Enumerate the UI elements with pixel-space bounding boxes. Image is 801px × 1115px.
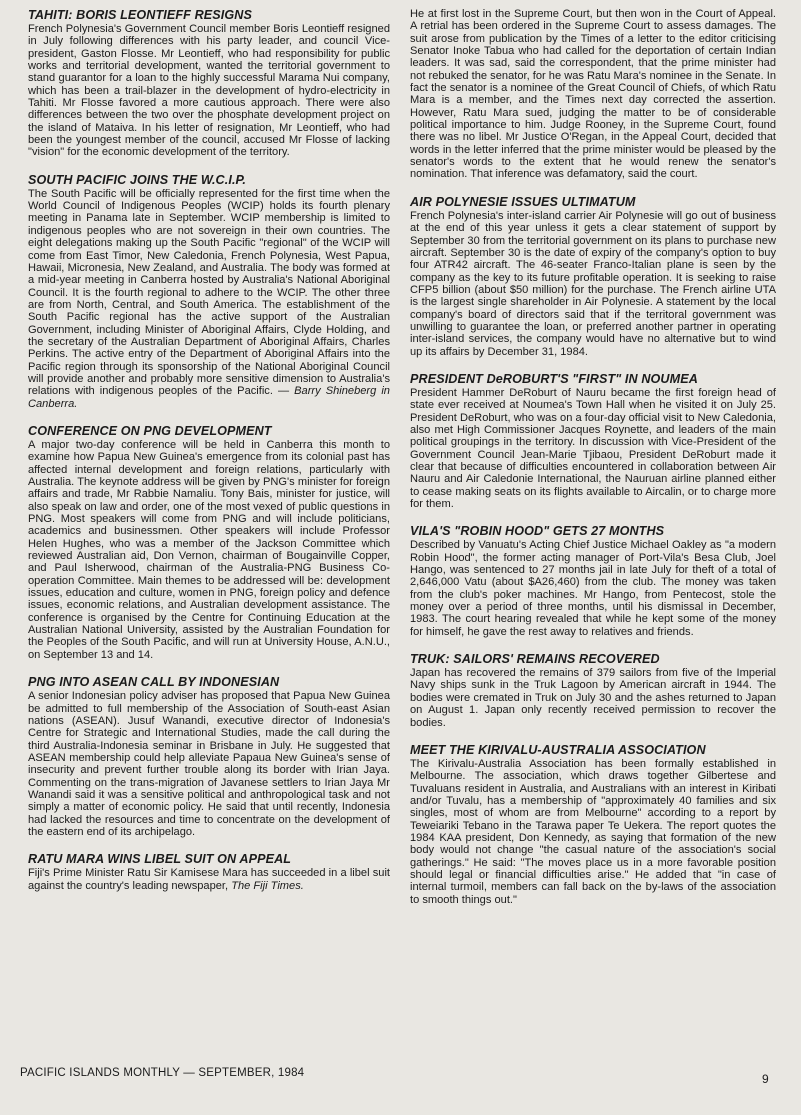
article-body: The Kirivalu-Australia Association has been formally established in Melbourne. The association, which draws together Gilbertese and Tuvaluans resident in Australia, and Australians with an interest in Kiribati and/or Tuvalu, has a membership of "approximately 40 families and six singles, most of whom are from Melbourne" according to a report by Teweiariki Tebano in the Tarawa paper Te Uekera. The report quotes the 1984 KAA president, Don Kennedy, as saying that formation of the new body would not change "the casual nature of the association's social gatherings." He said: "The moves place us in a more favorable position should legal or financial difficulties arise." He added that "in case of internal turmoil, members can fall back on the by-laws of the association to smooth things out." <box>410 757 776 906</box>
headline: AIR POLYNESIE ISSUES ULTIMATUM <box>410 194 636 209</box>
headline: RATU MARA WINS LIBEL SUIT ON APPEAL <box>28 852 292 867</box>
article-robin-hood <box>410 524 776 638</box>
headline: PRESIDENT DeROBURT'S "FIRST" IN NOUMEA <box>410 371 698 386</box>
article-body: Fiji's Prime Minister Ratu Sir Kamisese Mara has succeeded in a libel suit against the country's leading newspaper, The Fiji Times. <box>28 867 390 892</box>
article-body: Japan has recovered the remains of 379 sailors from five of the Imperial Navy ships sunk in the Truk Lagoon by American aircraft in 1944. The bodies were cremated in Truk on July 30 and the ashes returned to Japan on August 1. Japan only recently received permission to recover the bodies. <box>410 667 776 729</box>
article-air-polynesie <box>410 195 776 358</box>
article-png-asean <box>28 675 390 838</box>
article-body: French Polynesia's Government Council member Boris Leontieff resigned in July following differences with his party leader, and council Vice-president, Gaston Flosse. Mr Leontieff, who had responsibility for public works and territorial development, wanted the territorial government to stand guarantor for a loan to the highly successful Marama Nui company, which has been a trail-blazer in the development of hydro-electricity in Tahiti. Mr Flosse favored a more cautious approach. There were also differences between the two over the phosphate development project on the island of Mataiva. In his letter of resignation, Mr Leontieff, who had been the youngest member of the council, accused Mr Flosse of lacking "vision" for the economic development of the territory. <box>28 23 390 159</box>
article-ratu-mara <box>28 852 390 892</box>
article-body: A major two-day conference will be held in Canberra this month to examine how Papua New Guinea's emergence from its colonial past has affected internal development and foreign relations, particularly with Australia. The keynote address will be given by PNG's minister for foreign affairs and trade, Mr Rabbie Namaliu. Tony Bais, minister for justice, will also speak on law and order, one of the most vexed of public questions in PNG. Most speakers will come from PNG and will include politicians, academics and businessmen. Other speakers will include Professor Helen Hughes, who was a member of the Jackson Committee which reviewed Australian aid, Don Vernon, chairman of Bougainville Copper, and Paul Isherwood, chairman of the Australia-PNG Business Co-operation Committee. Main themes to be addressed will be: development issues, education and culture, women in PNG, foreign policy and defence issues, economic relations, and Australian development assistance. The conference is organised by the Centre for Continuing Education at the Australian National University, assisted by the Australian Foundation for the Peoples of the South Pacific, and will run at University House, A.N.U., on September 13 and 14. <box>28 438 390 661</box>
headline: CONFERENCE ON PNG DEVELOPMENT <box>28 423 272 438</box>
article-deroburt <box>410 372 776 510</box>
headline: MEET THE KIRIVALU-AUSTRALIA ASSOCIATION <box>410 742 706 757</box>
article-body: President Hammer DeRoburt of Nauru became the first foreign head of state ever received at Noumea's Town Hall when he visited it on July 25. President DeRoburt, who was on a four-day official visit to New Caledonia, also met High Commissioner Jacques Roynette, and leaders of the main political groupings in the territory. In discussion with Vice-President of the Government Council Jean-Marie Tjibaou, President DeRoburt made it clear that because of difficulties encountered in collaboration between Air Nauru and Air Caledonie International, the Nauruan airline planned either to cease making seats on its flights available to Aircalin, or to charge more for them. <box>410 386 776 511</box>
article-body: French Polynesia's inter-island carrier Air Polynesie will go out of business at the end of this year unless it gets a clear statement of support by September 30 from the territorial government on its plans to purchase new aircraft. September 30 is the date of expiry of the company's option to buy four ATR42 aircraft. The 46-seater Franco-Italian plane is seen by the company as the key to its future profitable operation. It is seeking to raise CFP5 billion (about $50 million) for the purchase. The French airline UTA is the largest single shareholder in Air Polynesie. A statement by the local company's board of directors said that if the territoral government was unwilling to guarantee the loan, or preferred another partner in operating inter-island services, the company would have no alternative but to wind up its affairs by December 31, 1984. <box>410 209 776 358</box>
article-body: The South Pacific will be officially represented for the first time when the World Council of Indigenous Peoples (WCIP) holds its fourth plenary meeting in Panama late in September. WCIP membership is limited to indigenous peoples who are not sovereign in their own countries. The eight delegations making up the South Pacific "regional" of the WCIP will come from East Timor, New Caledonia, French Polynesia, West Papua, Hawaii, Micronesia, New Zealand, and Australia. The body was formed at a mid-year meeting in Canberra hosted by Australia's National Aboriginal Council. It is the fourth regional to adhere to the WCIP. The other three are from North, Central, and South America. The establishment of the South Pacific regional has the active support of the Australian Government, including Minister of Aboriginal Affairs, Clyde Holding, and the secretary of the Australian Department of Aboriginal Affairs, Charles Perkins. The active entry of the Department of Aboriginal Affairs into the Pacific region through its sponsorship of the National Aboriginal Council will provide another and probably more sensitive dimension to Australia's relations with indigenous peoples of the Pacific. — Barry Shineberg in Canberra. <box>28 187 390 410</box>
page-footer: PACIFIC ISLANDS MONTHLY — SEPTEMBER, 1984 <box>20 1067 305 1079</box>
headline: TRUK: SAILORS' REMAINS RECOVERED <box>410 652 660 667</box>
headline: SOUTH PACIFIC JOINS THE W.C.I.P. <box>28 172 247 187</box>
article-body: Described by Vanuatu's Acting Chief Justice Michael Oakley as "a modern Robin Hood", the former acting manager of Port-Vila's Besa Club, Joel Hango, was sentenced to 27 months jail in late July for theft of a total of 2,646,000 Vatu (about $A26,460) from the club. The money was taken from the club's poker machines. Mr Hango, from Pentecost, stole the money over a period of three months, until his dismissal in December, 1983. The court hearing revealed that while he kept some of the money for himself, he gave the rest away to relatives and friends. <box>410 539 776 638</box>
byline: Barry Shineberg in Canberra. <box>28 385 390 410</box>
right-column <box>410 8 776 920</box>
article-body: A senior Indonesian policy adviser has proposed that Papua New Guinea be admitted to full membership of the Association of South-east Asian nations (ASEAN). Jusuf Wanandi, executive director of Indonesia's Centre for Strategic and International Studies, made the call during the third Australia-Indonesia seminar in Brisbane in July. He suggested that ASEAN membership could help alleviate Papaua New Guinea's sense of insecurity and prevent further trouble along its border with Irian Jaya. Commenting on the trans-migration of Javanese settlers to Irian Jaya Mr Wanandi said it was a sensitive political and anthropological task and not simply a matter of economic policy. He said that until recently, Indonesia had lacked the resources and time to concentrate on the development of the eastern end of its archipelago. <box>28 690 390 838</box>
article-truk <box>410 652 776 729</box>
headline: VILA'S "ROBIN HOOD" GETS 27 MONTHS <box>410 524 665 539</box>
page-number: 9 <box>762 1072 769 1086</box>
headline: TAHITI: BORIS LEONTIEFF RESIGNS <box>28 8 252 22</box>
article-wcip <box>28 173 390 410</box>
headline: PNG INTO ASEAN CALL BY INDONESIAN <box>28 675 280 690</box>
left-column <box>28 8 390 906</box>
article-ratu-mara-continued <box>410 8 776 181</box>
publication-name: The Fiji Times. <box>231 879 304 892</box>
article-png-conference <box>28 424 390 661</box>
article-tahiti <box>28 8 390 159</box>
article-body: He at first lost in the Supreme Court, but then won in the Court of Appeal. A retrial has been ordered in the Supreme Court to assess damages. The suit arose from publication by the Times of a letter to the editor criticising Senator Inoke Tabua who had called for the deportation of certain Indian leaders. It was sad, said the correspondent, that the prime minister had not rebuked the senator, for he was Ratu Mara's nominee in the Senate. In fact the senator is a nominee of the Great Council of Chiefs, of which Ratu Mara is a member, and the Times next day corrected the assertion. However, Ratu Mara sued, judging the matter to be of considerable political importance to him. Judge Rooney, in the Supreme Court, found there was no libel. Mr Justice O'Regan, in the Appeal Court, decided that words in the letter inferred that the prime minister would be pleased by the senator's words to the extent that he would renew the senator's nomination. That inference was defamatory, said the court. <box>410 8 776 181</box>
article-kirivalu <box>410 743 776 906</box>
